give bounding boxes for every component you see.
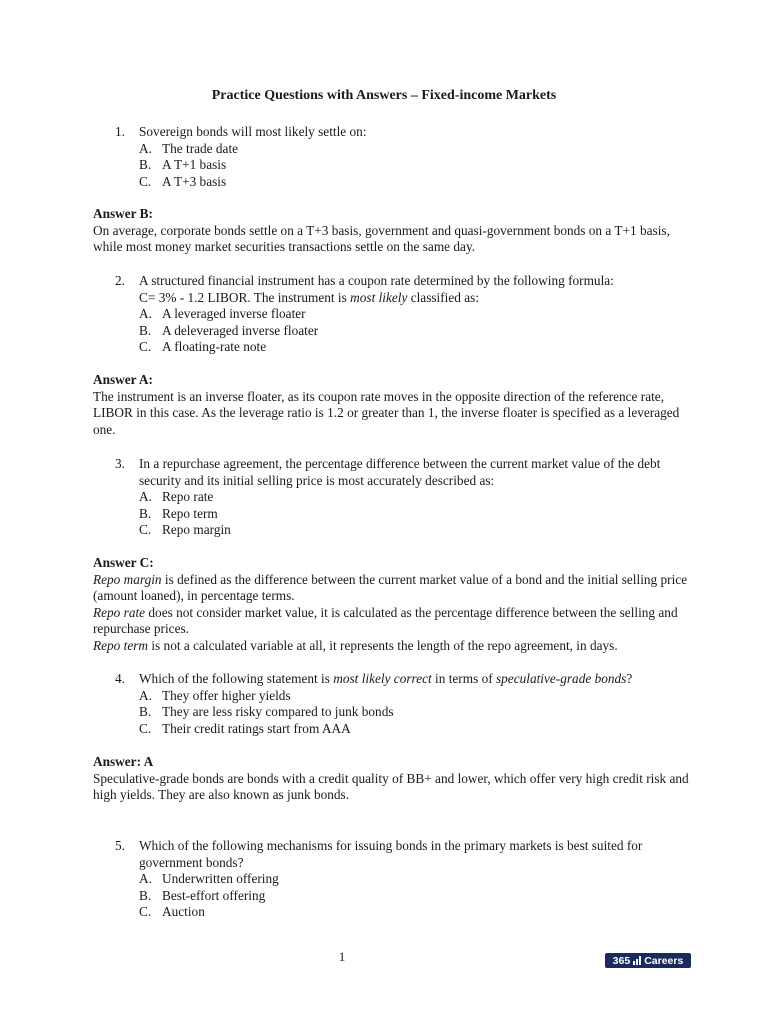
answer-1 [93, 206, 693, 256]
option-b: B. A T+1 basis [139, 157, 227, 173]
option-a: A. The trade date [139, 140, 239, 156]
question-5 [115, 838, 685, 921]
question-3 [115, 456, 685, 539]
option-a: A. They offer higher yields [139, 687, 291, 703]
answer-explanation-term: Repo term is not a calculated variable at all, it represents the length of the repo agreement, in days. [93, 637, 618, 653]
option-c: C. A T+3 basis [139, 173, 227, 189]
option-b: B. Best-effort offering [139, 887, 266, 903]
question-stem: Which of the following mechanisms for issuing bonds in the primary markets is best suited for government bonds? [139, 838, 643, 870]
question-2 [115, 273, 685, 356]
option-c: C. Their credit ratings start from AAA [139, 720, 351, 736]
answer-explanation: Speculative-grade bonds are bonds with a credit quality of BB+ and lower, which offer very high credit risk and high yields. They are also known as junk bonds. [93, 770, 689, 803]
option-c: C. Repo margin [139, 522, 231, 538]
answer-heading: Answer B: [93, 206, 153, 221]
question-stem: In a repurchase agreement, the percentage difference between the current market value of the debt security and its initial selling price is most accurately described as: [139, 456, 661, 488]
logo-text: Careers [644, 954, 684, 967]
option-b: B. Repo term [139, 505, 218, 521]
answer-heading: Answer A: [93, 372, 153, 387]
question-4 [115, 671, 685, 737]
answer-explanation-margin: Repo margin is defined as the difference between the current market value of a bond and the initial selling price (amount loaned), in percentage terms. [93, 571, 688, 604]
question-1 [115, 124, 685, 190]
question-number: 5. [115, 838, 125, 853]
option-b: B. They are less risky compared to junk bonds [139, 704, 394, 720]
option-c: C. Auction [139, 904, 205, 920]
answer-heading: Answer: A [93, 754, 154, 769]
question-stem: Which of the following statement is most likely correct in terms of speculative-grade bonds? [139, 671, 633, 686]
question-number: 4. [115, 671, 125, 686]
option-a: A. A leveraged inverse floater [139, 306, 306, 322]
answer-explanation: On average, corporate bonds settle on a T+3 basis, government and quasi-government bonds on a T+1 basis, while most money market securities transactions settle on the same day. [93, 222, 670, 255]
option-b: B. A deleveraged inverse floater [139, 322, 319, 338]
question-number: 1. [115, 124, 125, 139]
option-c: C. A floating-rate note [139, 339, 267, 355]
answer-heading: Answer C: [93, 555, 154, 570]
answer-4 [93, 754, 693, 804]
question-stem: A structured financial instrument has a coupon rate determined by the following formula: C= 3% - 1.2 LIBOR. The instrument is most likely classified as: [139, 273, 614, 305]
logo-number: 365 [612, 954, 631, 967]
option-a: A. Repo rate [139, 489, 214, 505]
answer-explanation-rate: Repo rate does not consider market value, it is calculated as the percentage difference between the selling and repurchase prices. [93, 604, 678, 637]
answer-3 [93, 555, 693, 655]
question-number: 2. [115, 273, 125, 288]
page-title: Practice Questions with Answers – Fixed-income Markets [211, 88, 557, 103]
question-stem: Sovereign bonds will most likely settle on: [139, 124, 367, 139]
page-number: 1 [338, 949, 346, 964]
option-a: A. Underwritten offering [139, 871, 279, 887]
question-number: 3. [115, 456, 125, 471]
bar-chart-icon [633, 956, 641, 965]
answer-explanation: The instrument is an inverse floater, as its coupon rate moves in the opposite direction of the reference rate, LIBOR in this case. As the leverage ratio is 1.2 or greater than 1, the inverse floater is specified as a leveraged one. [93, 388, 680, 437]
answer-2 [93, 372, 693, 438]
brand-logo [605, 953, 691, 968]
